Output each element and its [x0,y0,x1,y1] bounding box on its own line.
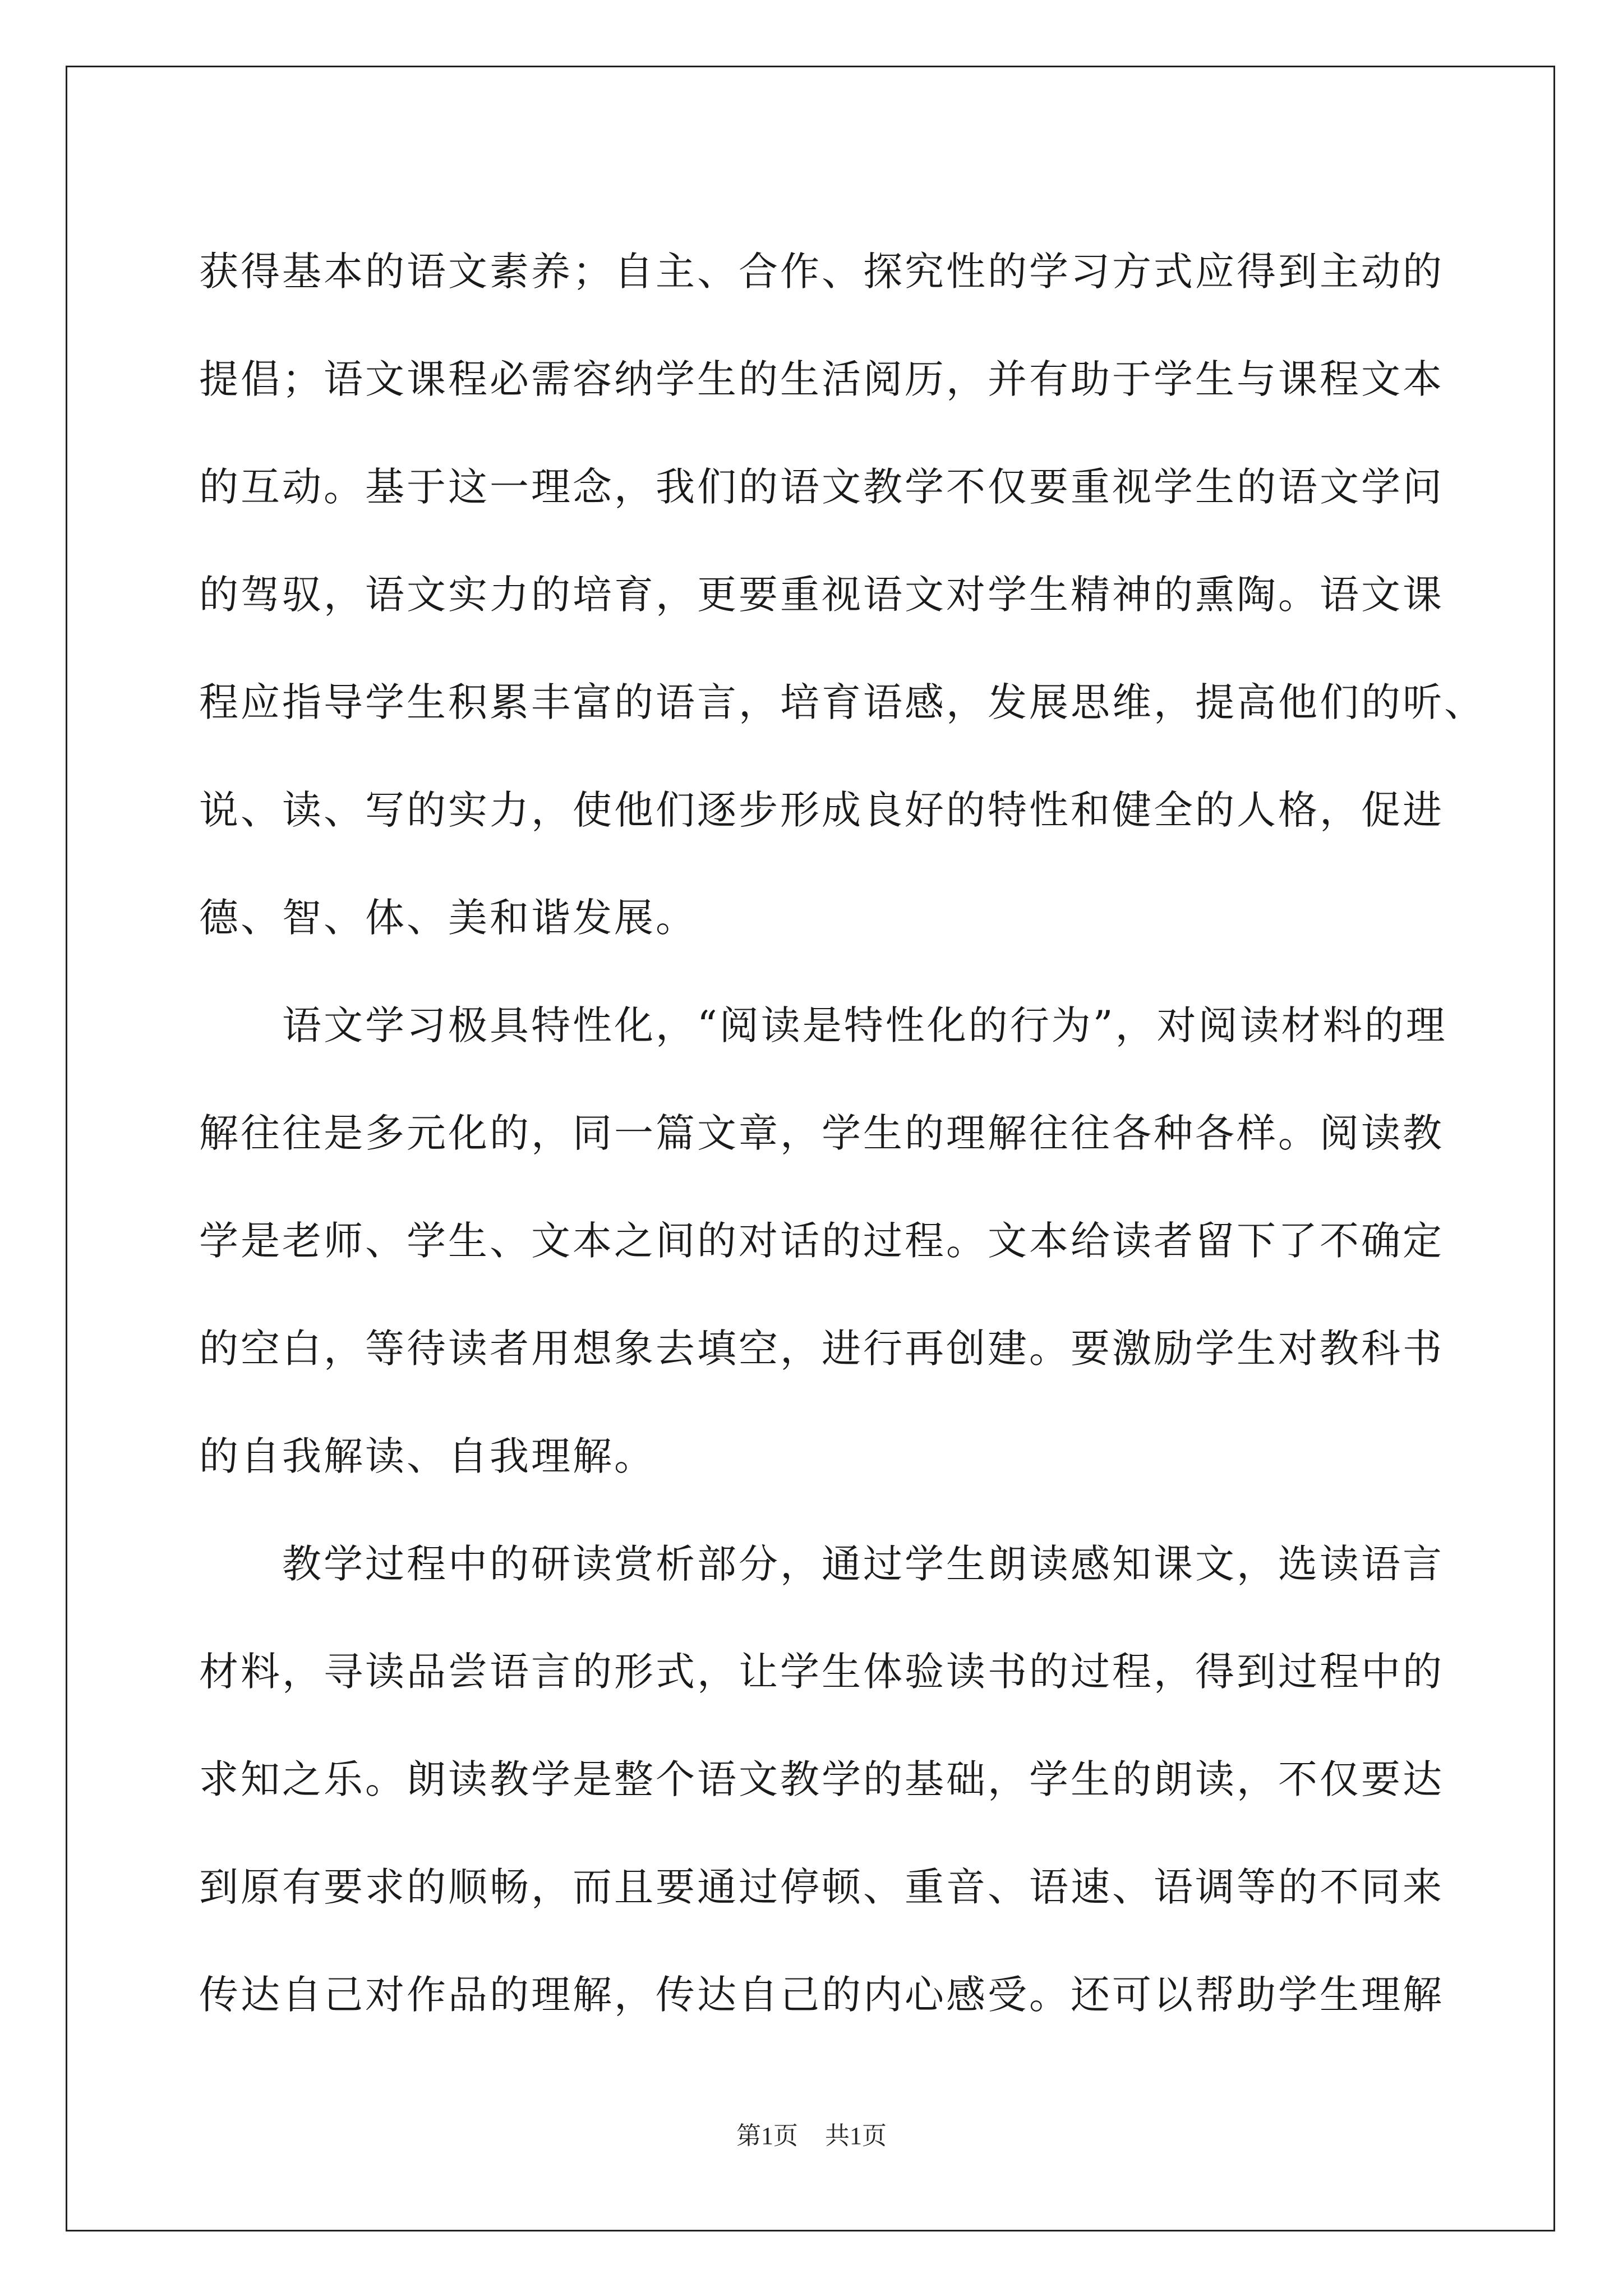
text-line: 语文学习极具特性化，“阅读是特性化的行为”，对阅读材料的理 [199,1002,1447,1048]
text-line: 传达自己对作品的理解，传达自己的内心感受。还可以帮助学生理解 [199,1972,1444,2018]
text-line: 提倡；语文课程必需容纳学生的生活阅历，并有助于学生与课程文本 [199,356,1444,402]
page-number: 第1页 [736,2122,798,2150]
text-line: 学是老师、学生、文本之间的对话的过程。文本给读者留下了不确定 [199,1218,1444,1264]
page-total: 共1页 [825,2122,887,2150]
text-line: 解往往是多元化的，同一篇文章，学生的理解往往各种各样。阅读教 [199,1110,1444,1156]
text-line: 的驾驭，语文实力的培育，更要重视语文对学生精神的熏陶。语文课 [199,572,1444,618]
text-line: 说、读、写的实力，使他们逐步形成良好的特性和健全的人格，促进 [199,787,1444,833]
text-line: 材料，寻读品尝语言的形式，让学生体验读书的过程，得到过程中的 [199,1649,1444,1695]
text-line: 求知之乐。朗读教学是整个语文教学的基础，学生的朗读，不仅要达 [199,1756,1444,1802]
document-body [199,218,1486,2049]
text-line: 到原有要求的顺畅，而且要通过停顿、重音、语速、语调等的不同来 [199,1864,1444,1910]
text-line: 德、智、体、美和谐发展。 [199,895,697,941]
page-footer [0,2119,1623,2153]
text-line: 的自我解读、自我理解。 [199,1433,656,1479]
text-line: 的空白，等待读者用想象去填空，进行再创建。要激励学生对教科书 [199,1326,1444,1372]
text-line: 的互动。基于这一理念，我们的语文教学不仅要重视学生的语文学问 [199,464,1444,510]
text-line: 获得基本的语文素养；自主、合作、探究性的学习方式应得到主动的 [199,249,1444,295]
text-line: 教学过程中的研读赏析部分，通过学生朗读感知课文，选读语言 [199,1541,1444,1587]
text-line: 程应指导学生积累丰富的语言，培育语感，发展思维，提高他们的听、 [199,679,1486,725]
